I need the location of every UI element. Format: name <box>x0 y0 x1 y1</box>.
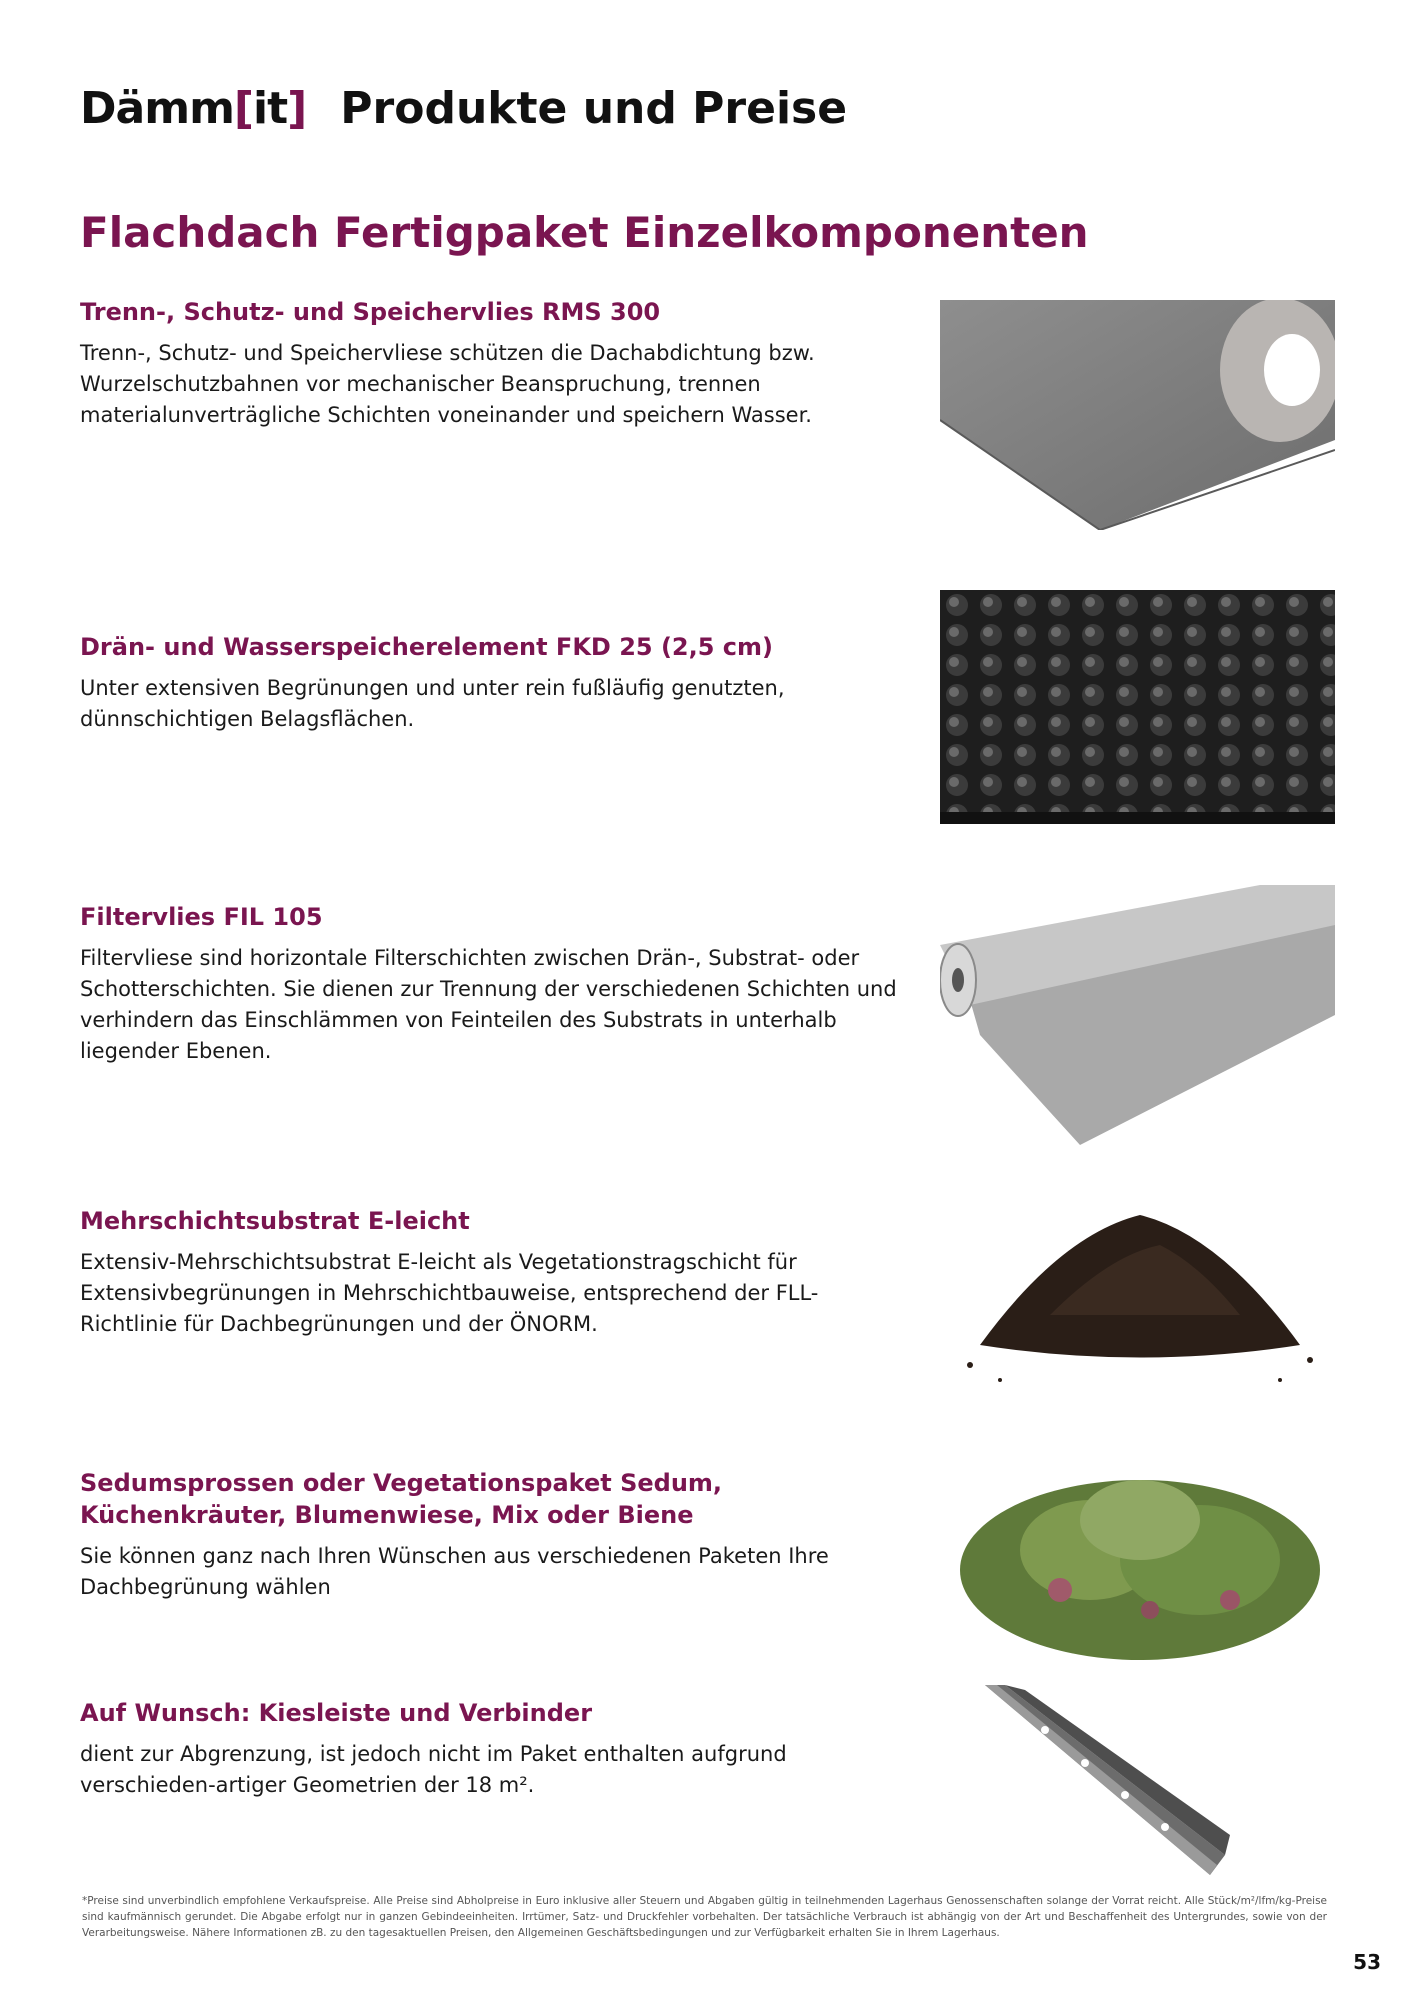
brand-logo <box>80 83 306 134</box>
product-kiesleiste <box>80 1697 900 1801</box>
product-description: Trenn-, Schutz- und Speichervliese schützen die Dachabdichtung bzw. Wurzelschutzbahnen vor mechanischer Beanspruchung, trennen materialunverträgliche Schichten voneinander und speichern Wasser. <box>80 341 815 427</box>
product-title: Trenn-, Schutz- und Speichervlies RMS 300 <box>80 298 661 326</box>
page-number: 53 <box>1353 1950 1381 1974</box>
product-description: dient zur Abgrenzung, ist jedoch nicht im Paket enthalten aufgrund verschieden-artiger Geometrien der 18 m². <box>80 1742 787 1797</box>
product-description: Unter extensiven Begrünungen und unter rein fußläufig genutzten, dünnschichtigen Belagsflächen. <box>80 676 785 731</box>
product-title: Auf Wunsch: Kiesleiste und Verbinder <box>80 1699 593 1727</box>
header-title: Produkte und Preise <box>340 82 848 134</box>
product-description: Filtervliese sind horizontale Filterschichten zwischen Drän-, Substrat- oder Schotterschichten. Sie dienen zur Trennung der verschiedenen Schichten und verhindern das Einschlämmen von Feinteilen des Substrats in unterhalb liegender Ebenen. <box>80 946 897 1063</box>
filter-fleece-roll-image <box>940 885 1335 1145</box>
sedum-plants-image <box>950 1440 1330 1665</box>
gravel-strip-image <box>985 1685 1230 1880</box>
product-fil-105 <box>80 901 900 1067</box>
logo-main: Dämm <box>80 82 234 134</box>
product-rms-300 <box>80 296 900 431</box>
product-fkd-25 <box>80 631 900 735</box>
logo-bracket-close: ] <box>287 82 307 134</box>
product-title: Drän- und Wasserspeicherelement FKD 25 (2,5 cm) <box>80 633 773 661</box>
product-title: Filtervlies FIL 105 <box>80 903 323 931</box>
logo-it: it <box>253 82 288 134</box>
footer-disclaimer: *Preise sind unverbindlich empfohlene Verkaufspreise. Alle Preise sind Abholpreise in Euro inklusive aller Steuern und Abgaben gültig in teilnehmenden Lagerhaus Genossenschaften solange der Vorrat reicht. Alle Stück/m²/lfm/kg-Preise sind kaufmännisch gerundet. Die Abgabe erfolgt nur in ganzen Gebindeeinheiten. Irrtümer, Satz- und Druckfehler vorbehalten. Der tatsächliche Verbrauch ist abhängig von der Art und Beschaffenheit des Untergrundes, sowie von der Verarbeitungsweise. Nähere Informationen zB. zu den tagesaktuellen Preisen, den Allgemeinen Geschäftsbedingungen und zur Verfügbarkeit erhalten Sie in Ihrem Lagerhaus. <box>82 1895 1327 1939</box>
fleece-roll-image <box>940 300 1335 530</box>
product-title: Mehrschichtsubstrat E-leicht <box>80 1207 470 1235</box>
product-description: Extensiv-Mehrschichtsubstrat E-leicht als Vegetationstragschicht für Extensivbegrünungen in Mehrschichtbauweise, entsprechend der FLL-Richtlinie für Dachbegrünungen und der ÖNORM. <box>80 1250 819 1336</box>
page-header <box>80 78 847 138</box>
logo-bracket-open: [ <box>233 82 254 134</box>
product-sedum-packages <box>80 1467 900 1603</box>
drainage-mat-image <box>940 590 1335 845</box>
page-title: Flachdach Fertigpaket Einzelkomponenten <box>80 208 1089 257</box>
product-title: Sedumsprossen oder Vegetationspaket Sedum, Küchenkräuter, Blumenwiese, Mix oder Biene <box>80 1469 723 1529</box>
product-description: Sie können ganz nach Ihren Wünschen aus verschiedenen Paketen Ihre Dachbegrünung wählen <box>80 1544 829 1599</box>
soil-pile-image <box>940 1195 1335 1395</box>
product-substrate-e-leicht <box>80 1205 900 1340</box>
